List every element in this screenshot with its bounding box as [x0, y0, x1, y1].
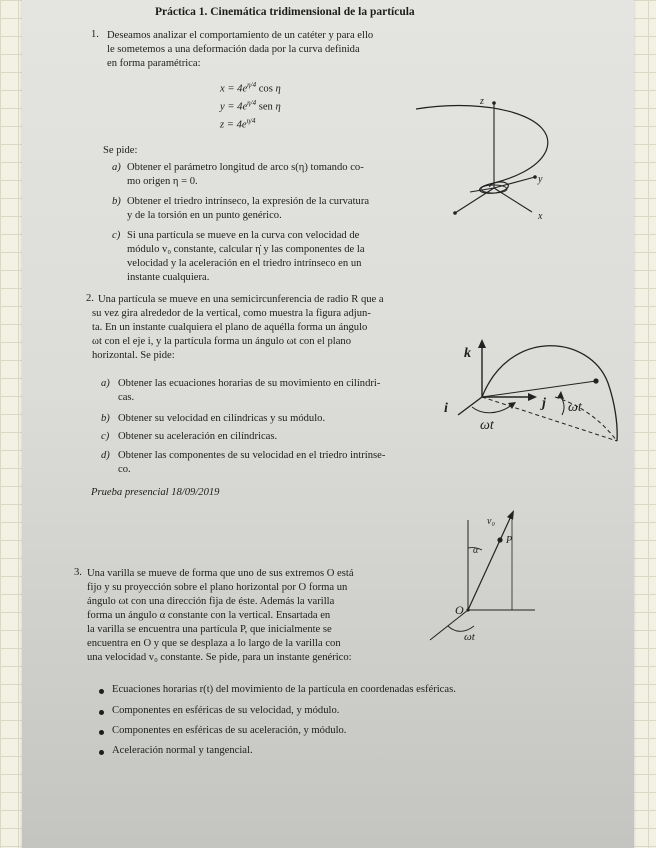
equation-y: $y = 4e^{\eta/4}$ sen η: [220, 99, 281, 113]
problem-1-intro-line: le sometemos a una deformación dada por la curva definida: [107, 44, 360, 55]
item-text: Obtener su velocidad en cilíndricas y su módulo.: [118, 413, 326, 424]
bullet-dot: [99, 750, 104, 755]
page-title: Práctica 1. Cinemática tridimensional de la partícula: [155, 6, 415, 18]
j-label: j: [542, 396, 546, 411]
problem-3-intro-line: la varilla se encuentra una partícula P, que inicialmente se: [87, 624, 332, 635]
bullet-text: Aceleración normal y tangencial.: [112, 745, 253, 756]
problem-3-intro-line: forma un ángulo α constante con la vertical. Ensartada en: [87, 610, 331, 621]
bullet-text: Ecuaciones horarias r(t) del movimiento de la partícula en coordenadas esféricas.: [112, 684, 456, 695]
item-label: a): [101, 378, 110, 389]
problem-2-number: 2.: [86, 293, 94, 304]
item-text: Obtener el parámetro longitud de arco s(η) tomando co-: [127, 162, 364, 173]
item-text: Obtener su aceleración en cilíndricas.: [118, 431, 278, 442]
bullet-dot: [99, 689, 104, 694]
particle-P: [497, 537, 502, 542]
wt-right-label: ωt: [568, 400, 582, 415]
problem-3-number: 3.: [74, 567, 82, 578]
i-label: i: [444, 401, 448, 416]
item-label: a): [112, 162, 121, 173]
semicircle-figure: [440, 335, 630, 465]
bullet-dot: [99, 730, 104, 735]
equation-x: $x = 4e^{\eta/4}$ cos η: [220, 81, 281, 95]
P-label: P: [506, 535, 513, 546]
problem-3-intro-line: Una varilla se mueve de forma que uno de sus extremos O está: [87, 568, 354, 579]
semicircle: [482, 346, 617, 441]
item-text: Obtener las ecuaciones horarias de su movimiento en cilíndri-: [118, 378, 381, 389]
problem-3-intro-line: ángulo ωt con una dirección fija de éste. Además la varilla: [87, 596, 335, 607]
y-label: y: [538, 174, 543, 185]
item-text: Si una partícula se mueve en la curva con velocidad de: [127, 230, 360, 241]
problem-1-number: 1.: [91, 29, 99, 40]
item-label: b): [112, 196, 121, 207]
rod-figure: [440, 500, 550, 650]
item-label: d): [101, 450, 110, 461]
item-text: co.: [118, 464, 131, 475]
problem-2-intro-line: ta. En un instante cualquiera el plano de aquélla forma un ángulo: [92, 322, 368, 333]
problem-3-intro-line: fijo y su proyección sobre el plano horizontal por O forma un: [87, 582, 348, 593]
O-label: O: [455, 603, 464, 617]
problem-2-intro-line: horizontal. Se pide:: [92, 350, 175, 361]
item-text: Obtener el triedro intrínseco, la expresión de la curvatura: [127, 196, 370, 207]
problem-2-intro-line: Una partícula se mueve en una semicircunferencia de radio R que a: [98, 294, 384, 305]
problem-1-ask: Se pide:: [103, 145, 138, 156]
item-text: velocidad y la aceleración en el triedro intrínseco en un: [127, 258, 362, 269]
item-label: c): [101, 431, 110, 442]
item-text: mo origen η = 0.: [127, 176, 198, 187]
item-text: instante cualquiera.: [127, 272, 210, 283]
alpha-label: α: [473, 545, 479, 556]
helix-curve: [416, 105, 548, 193]
y-axis: [494, 177, 535, 188]
helix-figure: [410, 85, 580, 225]
item-text: Obtener las componentes de su velocidad en el triedro intrínse-: [118, 450, 386, 461]
problem-1-intro-line: en forma paramétrica:: [107, 58, 201, 69]
problem-2-intro-line: ωt con el eje i, y la partícula forma un ángulo ωt con el plano: [92, 336, 351, 347]
item-text: módulo v₀ constante, calcular η̇ y las componentes de la: [127, 244, 365, 255]
item-label: c): [112, 230, 121, 241]
bullet-text: Componentes en esféricas de su velocidad, y módulo.: [112, 705, 340, 716]
problem-1-intro-line: Deseamos analizar el comportamiento de un catéter y para ello: [107, 30, 374, 41]
x-label: x: [538, 211, 543, 222]
particle: [593, 378, 598, 383]
bullet-dot: [99, 710, 104, 715]
z-label: z: [480, 96, 484, 107]
exam-note: Prueba presencial 18/09/2019: [91, 487, 220, 498]
item-label: b): [101, 413, 110, 424]
bullet-text: Componentes en esféricas de su aceleración, y módulo.: [112, 725, 347, 736]
k-label: k: [464, 346, 471, 361]
equation-z: $z = 4e^{\eta/4}$: [220, 117, 256, 131]
wt-label: ωt: [464, 631, 475, 643]
problem-3-intro-line: una velocidad v₀ constante. Se pide, para un instante genérico:: [87, 652, 352, 663]
rod: [468, 514, 512, 610]
item-text: y de la torsión en un punto genérico.: [127, 210, 282, 221]
problem-2-intro-line: su vez gira alrededor de la vertical, como muestra la figura adjun-: [92, 308, 371, 319]
item-text: cas.: [118, 392, 135, 403]
i-axis: [458, 397, 482, 415]
problem-3-intro-line: encuentra en O y que se desplaza a lo largo de la varilla con: [87, 638, 341, 649]
v0-label: v₀: [487, 516, 495, 527]
wt-bottom-label: ωt: [480, 418, 494, 433]
